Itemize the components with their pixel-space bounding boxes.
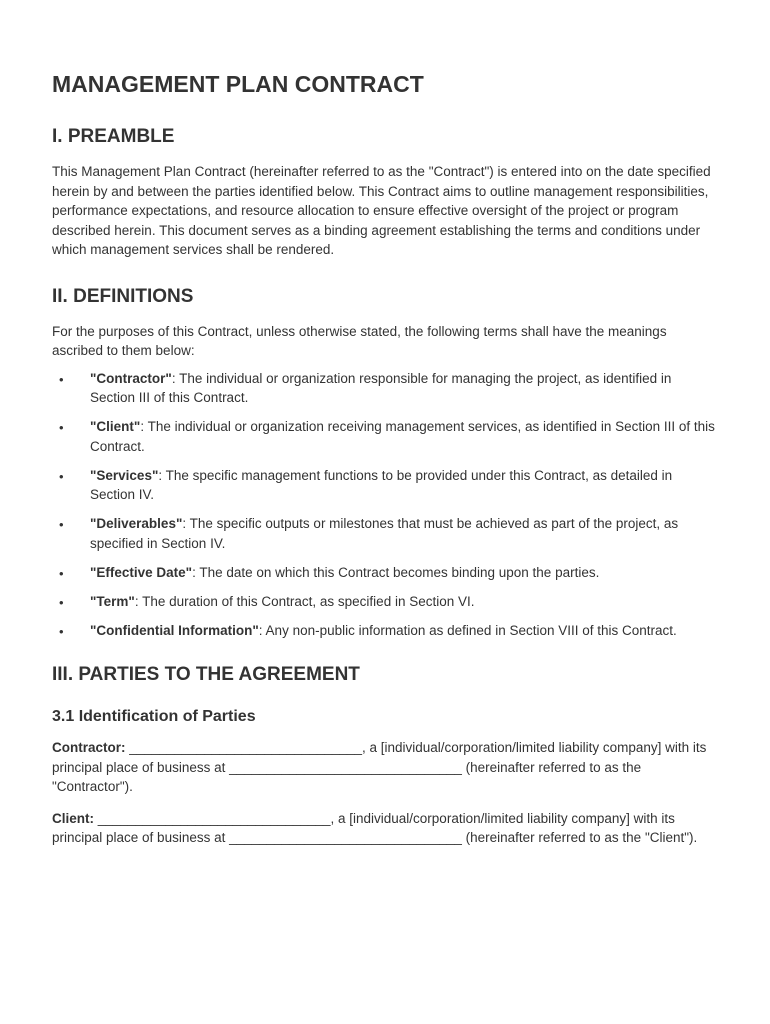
contractor-label: Contractor: <box>52 740 126 755</box>
definition-term: "Services" <box>90 467 159 483</box>
definition-term: "Term" <box>90 593 135 609</box>
definition-text: : The individual or organization responsible for managing the project, as identified in Section III of this Contract. <box>90 370 672 405</box>
contractor-clause <box>52 738 718 797</box>
definition-item-client <box>52 417 718 456</box>
parties-heading: III. PARTIES TO THE AGREEMENT <box>52 664 360 685</box>
parties-subheading: 3.1 Identification of Parties <box>52 708 256 725</box>
definition-item-confidential-information <box>52 621 718 641</box>
definition-item-effective-date <box>52 563 718 583</box>
bullet-icon: • <box>59 517 64 532</box>
definition-item-contractor <box>52 369 718 408</box>
definitions-list <box>52 369 718 641</box>
definitions-section <box>52 284 718 641</box>
document-title: MANAGEMENT PLAN CONTRACT <box>52 71 424 97</box>
definition-text: : The specific outputs or milestones that must be achieved as part of the project, as specified in Section IV. <box>90 516 679 551</box>
preamble-heading: I. PREAMBLE <box>52 126 175 147</box>
bullet-icon: • <box>59 468 64 484</box>
definition-term: "Contractor" <box>90 370 172 386</box>
definition-text: : The duration of this Contract, as specified in Section VI. <box>134 593 475 609</box>
definitions-intro: For the purposes of this Contract, unless otherwise stated, the following terms shall have the meanings ascribed to them below: <box>52 323 667 358</box>
definition-item-deliverables <box>52 514 718 553</box>
client-label: Client: <box>52 810 94 826</box>
definition-item-services <box>52 466 718 505</box>
preamble-section <box>52 124 718 260</box>
definition-item-term <box>52 592 718 612</box>
definitions-heading: II. DEFINITIONS <box>52 285 194 307</box>
client-text: _______________________________, a [individual/corporation/limited liability company] with its principal place of business at _______________________________ (hereinafter referred to as the "Client"). <box>52 810 698 845</box>
definition-text: : The specific management functions to be provided under this Contract, as detailed in Section IV. <box>90 467 673 502</box>
parties-section <box>52 662 718 848</box>
bullet-icon: • <box>59 420 64 435</box>
client-clause <box>52 809 718 848</box>
bullet-icon: • <box>59 623 64 639</box>
contractor-text: _______________________________, a [individual/corporation/limited liability company] with its principal place of business at _______________________________ (hereinafter referred to as the "Contractor"). <box>52 740 707 794</box>
definition-term: "Confidential Information" <box>90 622 259 638</box>
definition-text: : The individual or organization receiving management services, as identified in Section III of this Contract. <box>90 419 715 454</box>
bullet-icon: • <box>59 565 64 581</box>
preamble-text: This Management Plan Contract (hereinafter referred to as the "Contract") is entered into on the date specified herein by and between the parties identified below. This Contract aims to outline management responsibilities, performance expectations, and resource allocation to ensure effective oversight of the project or program described herein. This document serves as a binding agreement establishing the terms and conditions under which management services shall be rendered. <box>52 164 711 257</box>
definition-term: "Deliverables" <box>90 516 183 531</box>
definition-term: "Effective Date" <box>90 564 193 580</box>
definition-term: "Client" <box>90 419 141 434</box>
definition-text: : The date on which this Contract becomes binding upon the parties. <box>192 564 600 580</box>
bullet-icon: • <box>59 371 64 387</box>
bullet-icon: • <box>59 594 64 610</box>
definition-text: : Any non-public information as defined in Section VIII of this Contract. <box>258 622 677 638</box>
